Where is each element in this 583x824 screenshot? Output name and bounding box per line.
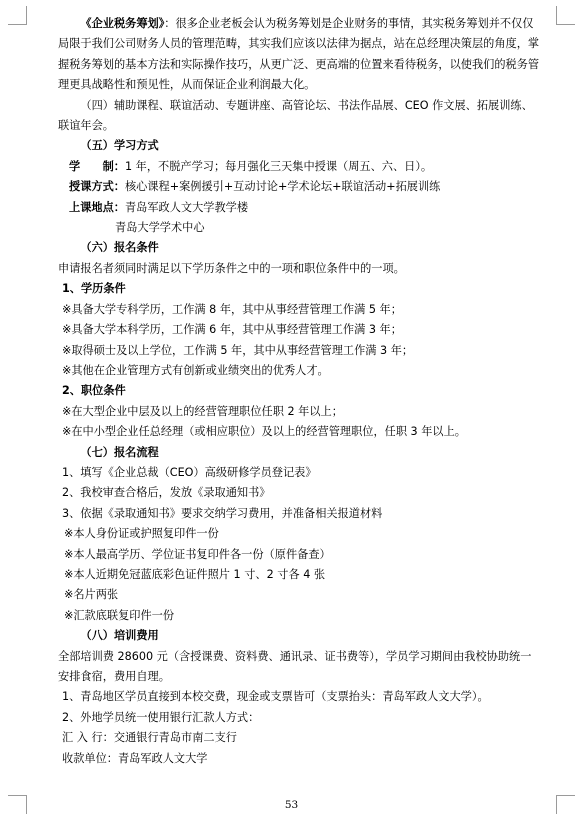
material-item: ※汇款底联复印件一份 [64,608,175,622]
document-body [58,14,542,769]
intro-text: ：很多企业老板会认为税务筹划是企业财务的事情，其实税务筹划并不仅仅局限于我们公司财务人员的管理范畴，其实我们应该以法律为据点，站在总经理决策层的角度，掌握税务筹划的基本方法和实际操作技巧，从更广泛、更高端的位置来看待税务，以使我们的税务管理更具战略性和预见性，从而保证企业利润最大化。 [58,17,540,92]
section6-intro: 申请报名者须同时满足以下学历条件之中的一项和职位条件中的一项。 [58,261,405,275]
pay-item: 1、青岛地区学员直接到本校交费，现金或支票皆可（支票抬头：青岛军政人文大学）。 [62,690,489,704]
material-item: ※名片两张 [64,588,119,602]
edu-item: ※取得硕士及以上学位，工作满 5 年，其中从事经营管理工作满 3 年； [62,343,414,357]
crop-mark-top-left [8,6,27,25]
bank-label: 汇 入 行： [62,731,114,745]
edu-item: ※具备大学本科学历，工作满 6 年，其中从事经营管理工作满 3 年； [62,323,402,337]
crop-mark-top-right [556,6,575,25]
location-2: 青岛大学学术中心 [115,221,205,235]
pay-item: 2、外地学员统一使用银行汇款人方式： [62,710,260,724]
job-item: ※在大型企业中层及以上的经营管理职位任职 2 年以上； [62,404,343,418]
location-label: 上课地点： [69,200,125,214]
study-system-text: 1 年，不脱产学习；每月强化三天集中授课（周五、六、日）。 [124,159,433,173]
step-item: 1、填写《企业总裁（CEO）高级研修学员登记表》 [62,465,317,479]
section6-heading: （六）报名条件 [80,241,159,255]
edu-item: ※其他在企业管理方式有创新或业绩突出的优秀人才。 [62,363,329,377]
page-number: 53 [284,799,299,811]
location-line [58,198,542,218]
payee-line [58,749,542,769]
teaching-method-text: 核心课程+案例援引+互动讨论+学术论坛+联谊活动+拓展训练 [124,180,441,194]
section4-paragraph: （四）辅助课程、联谊活动、专题讲座、高管论坛、书法作品展、CEO 作文展、拓展训练、联谊年会。 [58,98,533,133]
study-system-label: 学 制： [69,159,125,173]
teaching-method-line [58,177,542,197]
payee-name: 青岛军政人文大学 [117,751,208,765]
payee-label: 收款单位： [62,751,118,765]
material-item: ※本人近期免冠蓝底彩色证件照片 1 寸、2 寸各 4 张 [64,567,326,581]
material-item: ※本人最高学历、学位证书复印件各一份（原件备查） [64,547,331,561]
location-1: 青岛军政人文大学教学楼 [124,200,249,214]
teaching-method-label: 授课方式： [69,180,125,194]
bank-line [58,728,542,748]
job-heading: 2、职位条件 [62,384,126,398]
section5-heading: （五）学习方式 [80,139,159,153]
bank-name: 交通银行青岛市南二支行 [113,731,237,745]
job-item: ※在中小型企业任总经理（或相应职位）及以上的经营管理职位，任职 3 年以上。 [62,425,466,439]
step-item: 3、依据《录取通知书》要求交纳学习费用，并准备相关报道材料 [62,506,383,520]
material-item: ※本人身份证或护照复印件一份 [64,527,219,541]
intro-label: 《企业税务筹划》 [80,17,165,30]
fee-paragraph: 全部培训费 28600 元（含授课费、资料费、通讯录、证书费等），学员学习期间由我校协助统一安排食宿，费用自理。 [58,649,532,683]
intro-paragraph [58,14,542,96]
section8-heading: （八）培训费用 [80,629,159,643]
edu-heading: 1、学历条件 [62,282,126,296]
section7-heading: （七）报名流程 [80,445,159,459]
study-system-line [58,157,542,177]
step-item: 2、我校审查合格后，发放《录取通知书》 [62,486,271,500]
edu-item: ※具备大学专科学历，工作满 8 年，其中从事经营管理工作满 5 年； [62,302,402,316]
